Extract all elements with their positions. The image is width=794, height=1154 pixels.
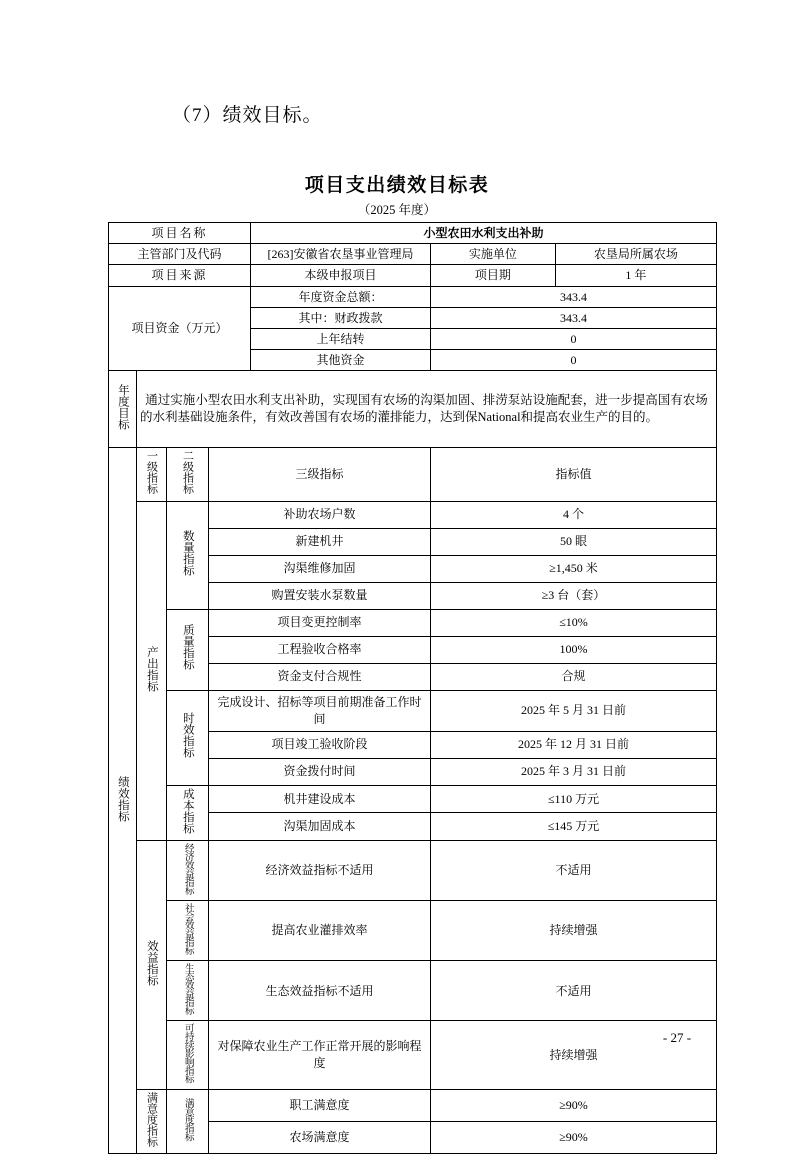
indicator-value: 50 眼 [431, 528, 717, 555]
table-row [109, 371, 717, 448]
indicator-value: 2025 年 12 月 31 日前 [431, 731, 717, 758]
perf-label: 绩效指标 [109, 448, 137, 1154]
indicator-name: 提高农业灌排效率 [209, 900, 431, 960]
satisfaction-label: 满意度指标 [137, 1089, 167, 1153]
funds-item-value: 0 [431, 328, 717, 349]
table-row [109, 609, 717, 636]
funds-item-label: 其中：财政拨款 [251, 307, 431, 328]
benefit-label: 效益指标 [137, 840, 167, 1089]
indicator-value: ≤110 万元 [431, 785, 717, 813]
project-name-value: 小型农田水利支出补助 [251, 223, 717, 244]
funds-item-label: 其他资金 [251, 350, 431, 371]
indicator-value: ≤145 万元 [431, 813, 717, 841]
indicator-value: 不适用 [431, 961, 717, 1021]
section-heading: （7）绩效目标。 [172, 105, 323, 126]
group-label: 生态效益指标 [167, 961, 209, 1021]
table-row [109, 961, 717, 1021]
indicator-value: 4 个 [431, 501, 717, 528]
table-row [109, 265, 717, 286]
page-subtitle: （2025 年度） [357, 203, 437, 217]
group-label: 质量指标 [167, 609, 209, 690]
table-row [109, 785, 717, 813]
dept-value: [263]安徽省农垦事业管理局 [251, 244, 431, 265]
unit-label: 实施单位 [431, 244, 555, 264]
funds-label: 项目资金（万元） [109, 286, 251, 371]
source-value: 本级申报项目 [251, 265, 431, 286]
table-row [109, 900, 717, 960]
source-label: 项目来源 [109, 265, 251, 286]
dept-label: 主管部门及代码 [109, 244, 251, 265]
indicator-name: 职工满意度 [209, 1089, 431, 1121]
funds-item-value: 343.4 [431, 286, 717, 307]
table-row [109, 1089, 717, 1121]
table-row [109, 690, 717, 731]
indicator-value: 2025 年 5 月 31 日前 [431, 690, 717, 731]
period-label: 项目期 [431, 265, 555, 285]
indicator-value: ≥1,450 米 [431, 555, 717, 582]
annual-goal-text: 通过实施小型农田水利支出补助，实现国有农场的沟渠加固、排涝泵站设施配套，进一步提高国有农场的水利基础设施条件，有效改善国有农场的灌排能力，达到保National和提高农业生产的目的。 [137, 371, 717, 448]
group-label: 经济效益指标 [167, 840, 209, 900]
indicator-name: 补助农场户数 [209, 501, 431, 528]
indicator-value: 2025 年 3 月 31 日前 [431, 758, 717, 785]
funds-item-label: 上年结转 [251, 328, 431, 349]
header-level2: 二级指标 [167, 448, 209, 501]
indicator-name: 资金拨付时间 [209, 758, 431, 785]
indicator-name: 项目竣工验收阶段 [209, 731, 431, 758]
indicator-name: 沟渠加固成本 [209, 813, 431, 841]
group-label: 成本指标 [167, 785, 209, 840]
funds-item-value: 343.4 [431, 307, 717, 328]
group-label: 时效指标 [167, 690, 209, 785]
indicator-value: ≥3 台（套） [431, 582, 717, 609]
output-label: 产出指标 [137, 501, 167, 840]
indicator-value: 合规 [431, 663, 717, 690]
group-label: 可持续影响指标 [167, 1021, 209, 1090]
indicator-name: 工程验收合格率 [209, 636, 431, 663]
indicator-value: ≥90% [431, 1089, 717, 1121]
unit-cell [431, 244, 717, 265]
table-row [109, 501, 717, 528]
page-number: - 27 - [662, 1030, 692, 1045]
table-row [109, 244, 717, 265]
period-cell [431, 265, 717, 286]
header-value: 指标值 [431, 448, 717, 501]
indicator-value: ≤10% [431, 609, 717, 636]
indicator-name: 农场满意度 [209, 1122, 431, 1154]
indicator-name: 机井建设成本 [209, 785, 431, 813]
indicator-value: 100% [431, 636, 717, 663]
header-level1: 一级指标 [137, 448, 167, 501]
indicator-name: 新建机井 [209, 528, 431, 555]
indicator-name: 资金支付合规性 [209, 663, 431, 690]
indicator-value: 持续增强 [431, 900, 717, 960]
group-label: 数量指标 [167, 501, 209, 609]
page-title: 项目支出绩效目标表 [304, 175, 490, 196]
indicator-name: 经济效益指标不适用 [209, 840, 431, 900]
table-row [109, 448, 717, 501]
table-row [109, 840, 717, 900]
group-label: 社会效益指标 [167, 900, 209, 960]
group-label: 满意度指标 [167, 1089, 209, 1153]
project-name-label: 项目名称 [109, 223, 251, 244]
indicator-name: 生态效益指标不适用 [209, 961, 431, 1021]
indicator-value: ≥90% [431, 1122, 717, 1154]
funds-item-value: 0 [431, 350, 717, 371]
indicator-value: 持续增强 [431, 1021, 717, 1090]
header-level3: 三级指标 [209, 448, 431, 501]
indicator-name: 项目变更控制率 [209, 609, 431, 636]
annual-goal-label: 年度目标 [109, 371, 137, 448]
table-row [109, 223, 717, 244]
performance-target-table [108, 222, 717, 1154]
indicator-name: 沟渠维修加固 [209, 555, 431, 582]
indicator-name: 购置安装水泵数量 [209, 582, 431, 609]
unit-value: 农垦局所属农场 [593, 247, 678, 262]
period-value: 1 年 [625, 268, 647, 283]
table-row [109, 286, 717, 307]
indicator-name: 完成设计、招标等项目前期准备工作时间 [209, 690, 431, 731]
funds-item-label: 年度资金总额： [251, 286, 431, 307]
indicator-value: 不适用 [431, 840, 717, 900]
indicator-name: 对保障农业生产工作正常开展的影响程度 [209, 1021, 431, 1090]
